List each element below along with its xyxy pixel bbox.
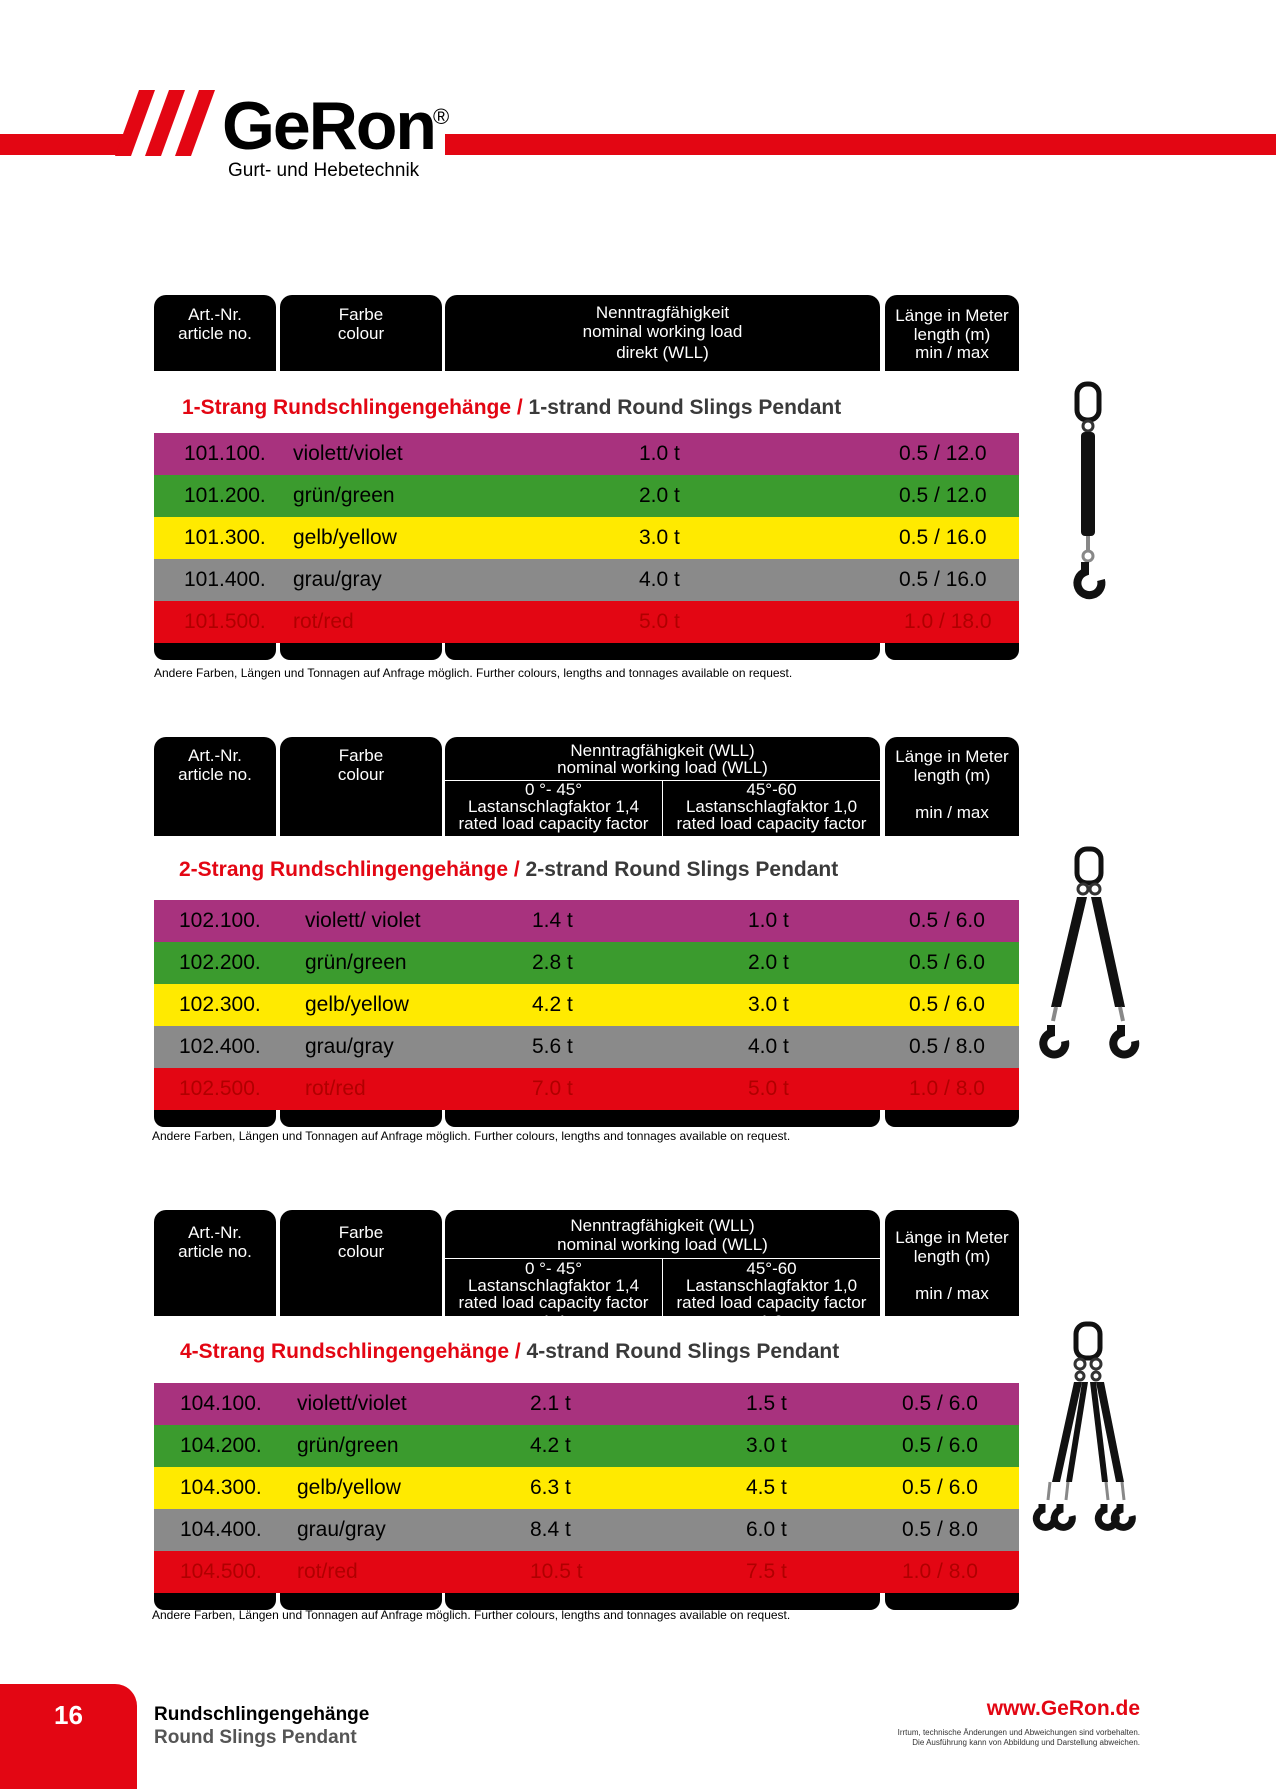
cell-length: 0.5 / 6.0 [902,1476,978,1499]
cell-farbe: violett/ violet [305,909,421,932]
angle-a-factor-de: Lastanschlagfaktor 1,4 [467,1276,640,1295]
cell-farbe: gelb/yellow [297,1476,401,1499]
cell-farbe: grau/gray [293,568,382,591]
header-wll [445,1210,880,1331]
cell-wll-a: 7.0 t [532,1077,573,1100]
header-art-de: Art.-Nr. [188,305,242,324]
table-row [154,1467,1019,1509]
table-row [154,1068,1019,1110]
cell-art: 104.100. [180,1392,262,1415]
table-foot [885,643,1019,660]
cell-wll-a: 4.2 t [530,1434,571,1457]
header-farbe-de: Farbe [338,1223,384,1242]
header-wll-sub: direkt (WLL) [616,343,709,362]
cell-wll-b: 3.0 t [748,993,789,1016]
cell-length: 0.5 / 6.0 [902,1392,978,1415]
header-farbe [280,295,442,371]
cell-length: 0.5 / 6.0 [909,993,985,1016]
header-farbe-en: colour [337,324,385,343]
website-link[interactable]: www.GeRon.de [986,1697,1140,1720]
cell-length: 1.0 / 8.0 [909,1077,985,1100]
cell-wll-a: 1.4 t [532,909,573,932]
cell-farbe: rot/red [293,610,354,633]
table-row [154,517,1019,559]
angle-b-factor-de: Lastanschlagfaktor 1,0 [685,797,858,816]
header-length [885,1210,1019,1316]
header-art-nr [154,295,276,371]
cell-farbe: violett/violet [297,1392,407,1415]
table-row [154,900,1019,942]
header-bar-left [0,134,130,155]
angle-b-factor-en: rated load capacity factor 1,0 [676,1293,867,1331]
cell-art: 101.500. [184,610,266,633]
header-art-en: article no. [178,324,252,343]
cell-length: 1.0 / 8.0 [902,1560,978,1583]
table-row [154,433,1019,475]
table-row [154,475,1019,517]
cell-farbe: grau/gray [305,1035,394,1058]
table-foot [445,643,880,660]
cell-wll-b: 2.0 t [748,951,789,974]
cell-length: 0.5 / 6.0 [902,1434,978,1457]
cell-farbe: violett/violet [293,442,403,465]
header-len-minmax: min / max [915,343,989,362]
cell-wll-a: 2.1 t [530,1392,571,1415]
cell-length: 0.5 / 6.0 [909,951,985,974]
section-title-1 [182,396,841,420]
header-farbe-en: colour [337,1242,385,1261]
cell-length: 0.5 / 16.0 [899,526,987,549]
brand-tagline: Gurt- und Hebetechnik [228,160,420,181]
cell-wll-b: 1.0 t [748,909,789,932]
cell-length: 0.5 / 6.0 [909,909,985,932]
cell-art: 104.400. [180,1518,262,1541]
table-row [154,1425,1019,1467]
angle-a-label: 0 °- 45° [524,780,583,799]
disclaimer [898,1728,1140,1748]
table-row [154,1551,1019,1593]
angle-b-factor-en: rated load capacity factor 1,0 [676,814,867,852]
cell-wll-b: 3.0 t [746,1434,787,1457]
cell-art: 101.200. [184,484,266,507]
table-foot [280,643,442,660]
cell-wll: 3.0 t [639,526,680,549]
table-foot [154,643,276,660]
section-title-de: 4-Strang Rundschlingengehänge / [180,1340,521,1363]
header-wll [445,295,880,371]
cell-wll-a: 8.4 t [530,1518,571,1541]
cell-length: 0.5 / 8.0 [902,1518,978,1541]
cell-wll-b: 4.0 t [748,1035,789,1058]
header-angle-b [663,780,880,852]
table-row [154,559,1019,601]
header-art-en: article no. [178,1242,252,1261]
cell-wll: 5.0 t [639,610,680,633]
header-len-de: Länge in Meter [895,747,1009,766]
1-strand-sling-icon [1055,380,1125,610]
header-len-en: length (m) [913,1247,991,1266]
table-note: Andere Farben, Längen und Tonnagen auf Anfrage möglich. Further colours, lengths and tonnages available on request. [152,1608,791,1622]
cell-wll-b: 7.5 t [746,1560,787,1583]
header-len-de: Länge in Meter [895,306,1009,325]
cell-wll-b: 6.0 t [746,1518,787,1541]
angle-b-label: 45°-60 [746,1259,797,1278]
header-len-minmax: min / max [915,803,989,822]
table-row [154,984,1019,1026]
cell-art: 102.500. [179,1077,261,1100]
table-row [154,601,1019,643]
cell-art: 101.100. [184,442,266,465]
table-foot [280,1110,442,1127]
cell-length: 0.5 / 12.0 [899,442,987,465]
cell-wll-a: 4.2 t [532,993,573,1016]
cell-wll-b: 4.5 t [746,1476,787,1499]
registered-mark: ® [433,104,450,129]
header-wll-en: nominal working load (WLL) [557,1235,768,1254]
table-note: Andere Farben, Längen und Tonnagen auf Anfrage möglich. Further colours, lengths and tonnages available on request. [152,1129,791,1143]
cell-length: 0.5 / 16.0 [899,568,987,591]
cell-farbe: gelb/yellow [305,993,409,1016]
angle-b-factor-de: Lastanschlagfaktor 1,0 [685,1276,858,1295]
angle-a-factor-en: rated load capacity factor 1,4 [458,1293,649,1331]
cell-length: 0.5 / 12.0 [899,484,987,507]
angle-b-label: 45°-60 [746,780,797,799]
header-farbe [280,1210,442,1316]
cell-wll-a: 6.3 t [530,1476,571,1499]
cell-length: 0.5 / 8.0 [909,1035,985,1058]
cell-farbe: grün/green [293,484,395,507]
angle-a-factor-en: rated load capacity factor 1,4 [458,814,649,852]
table-row [154,1509,1019,1551]
section-title-en: 2-strand Round Slings Pendant [525,858,839,881]
section-title-de: 1-Strang Rundschlingengehänge / [182,396,523,419]
cell-farbe: gelb/yellow [293,526,397,549]
disclaimer-line-2: Die Ausführung kann von Abbildung und Darstellung abweichen. [912,1738,1140,1747]
header-wll-en: nominal working load (WLL) [557,758,768,777]
header-art-nr [154,737,276,836]
header-bar-right [445,134,1276,155]
2-strand-sling-icon [1035,845,1145,1075]
cell-art: 102.300. [179,993,261,1016]
cell-wll: 2.0 t [639,484,680,507]
angle-a-label: 0 °- 45° [524,1259,583,1278]
cell-wll-a: 2.8 t [532,951,573,974]
header-wll [445,737,880,852]
cell-art: 102.100. [179,909,261,932]
header-art-nr [154,1210,276,1316]
section-title-en: 4-strand Round Slings Pendant [526,1340,840,1363]
section-title-de: 2-Strang Rundschlingengehänge / [179,858,520,881]
header-wll-de: Nenntragfähigkeit (WLL) [570,741,755,760]
cell-farbe: grau/gray [297,1518,386,1541]
header-farbe [280,737,442,836]
header-farbe-de: Farbe [338,305,384,324]
cell-art: 104.500. [180,1560,262,1583]
header-length [885,737,1019,836]
cell-wll-b: 1.5 t [746,1392,787,1415]
disclaimer-line-1: Irrtum, technische Änderungen und Abweichungen sind vorbehalten. [897,1728,1140,1737]
cell-wll-b: 5.0 t [748,1077,789,1100]
cell-art: 104.200. [180,1434,262,1457]
header-len-en: length (m) [913,325,991,344]
header-angle-a [445,780,663,852]
table-note: Andere Farben, Längen und Tonnagen auf Anfrage möglich. Further colours, lengths and tonnages available on request. [154,666,793,680]
header-farbe-en: colour [337,765,385,784]
header-angle-a [445,1258,663,1331]
header-len-de: Länge in Meter [895,1228,1009,1247]
header-angle-b [663,1258,880,1331]
section-title-3 [180,1340,839,1364]
cell-art: 104.300. [180,1476,262,1499]
header-wll-en: nominal working load [582,322,743,341]
section-title-2 [179,858,838,882]
header-wll-de: Nenntragfähigkeit (WLL) [570,1216,755,1235]
table-row [154,1383,1019,1425]
table-foot [154,1110,276,1127]
cell-farbe: rot/red [305,1077,366,1100]
header-wll-de: Nenntragfähigkeit [595,303,730,322]
header-art-de: Art.-Nr. [188,1223,242,1242]
table-foot [445,1110,880,1127]
header-len-minmax: min / max [915,1284,989,1303]
table-foot [885,1593,1019,1610]
cell-art: 102.200. [179,951,261,974]
header-length [885,295,1019,371]
header-art-en: article no. [178,765,252,784]
page-number: 16 [54,1700,83,1730]
brand-logo: GeRon [222,88,435,164]
table-foot [885,1110,1019,1127]
table-row [154,942,1019,984]
angle-a-factor-de: Lastanschlagfaktor 1,4 [467,797,640,816]
cell-art: 101.400. [184,568,266,591]
header-art-de: Art.-Nr. [188,746,242,765]
cell-wll-a: 10.5 t [530,1560,583,1583]
logo-stripes-icon [115,90,225,156]
cell-art: 102.400. [179,1035,261,1058]
cell-farbe: rot/red [297,1560,358,1583]
footer-title-en: Round Slings Pendant [154,1727,357,1748]
cell-art: 101.300. [184,526,266,549]
footer-title-de: Rundschlingengehänge [154,1704,370,1725]
cell-farbe: grün/green [297,1434,399,1457]
section-title-en: 1-strand Round Slings Pendant [528,396,842,419]
cell-farbe: grün/green [305,951,407,974]
cell-length: 1.0 / 18.0 [904,610,992,633]
table-row [154,1026,1019,1068]
4-strand-sling-icon [1028,1320,1148,1550]
cell-wll: 4.0 t [639,568,680,591]
cell-wll: 1.0 t [639,442,680,465]
cell-wll-a: 5.6 t [532,1035,573,1058]
header-farbe-de: Farbe [338,746,384,765]
header-len-en: length (m) [913,766,991,785]
